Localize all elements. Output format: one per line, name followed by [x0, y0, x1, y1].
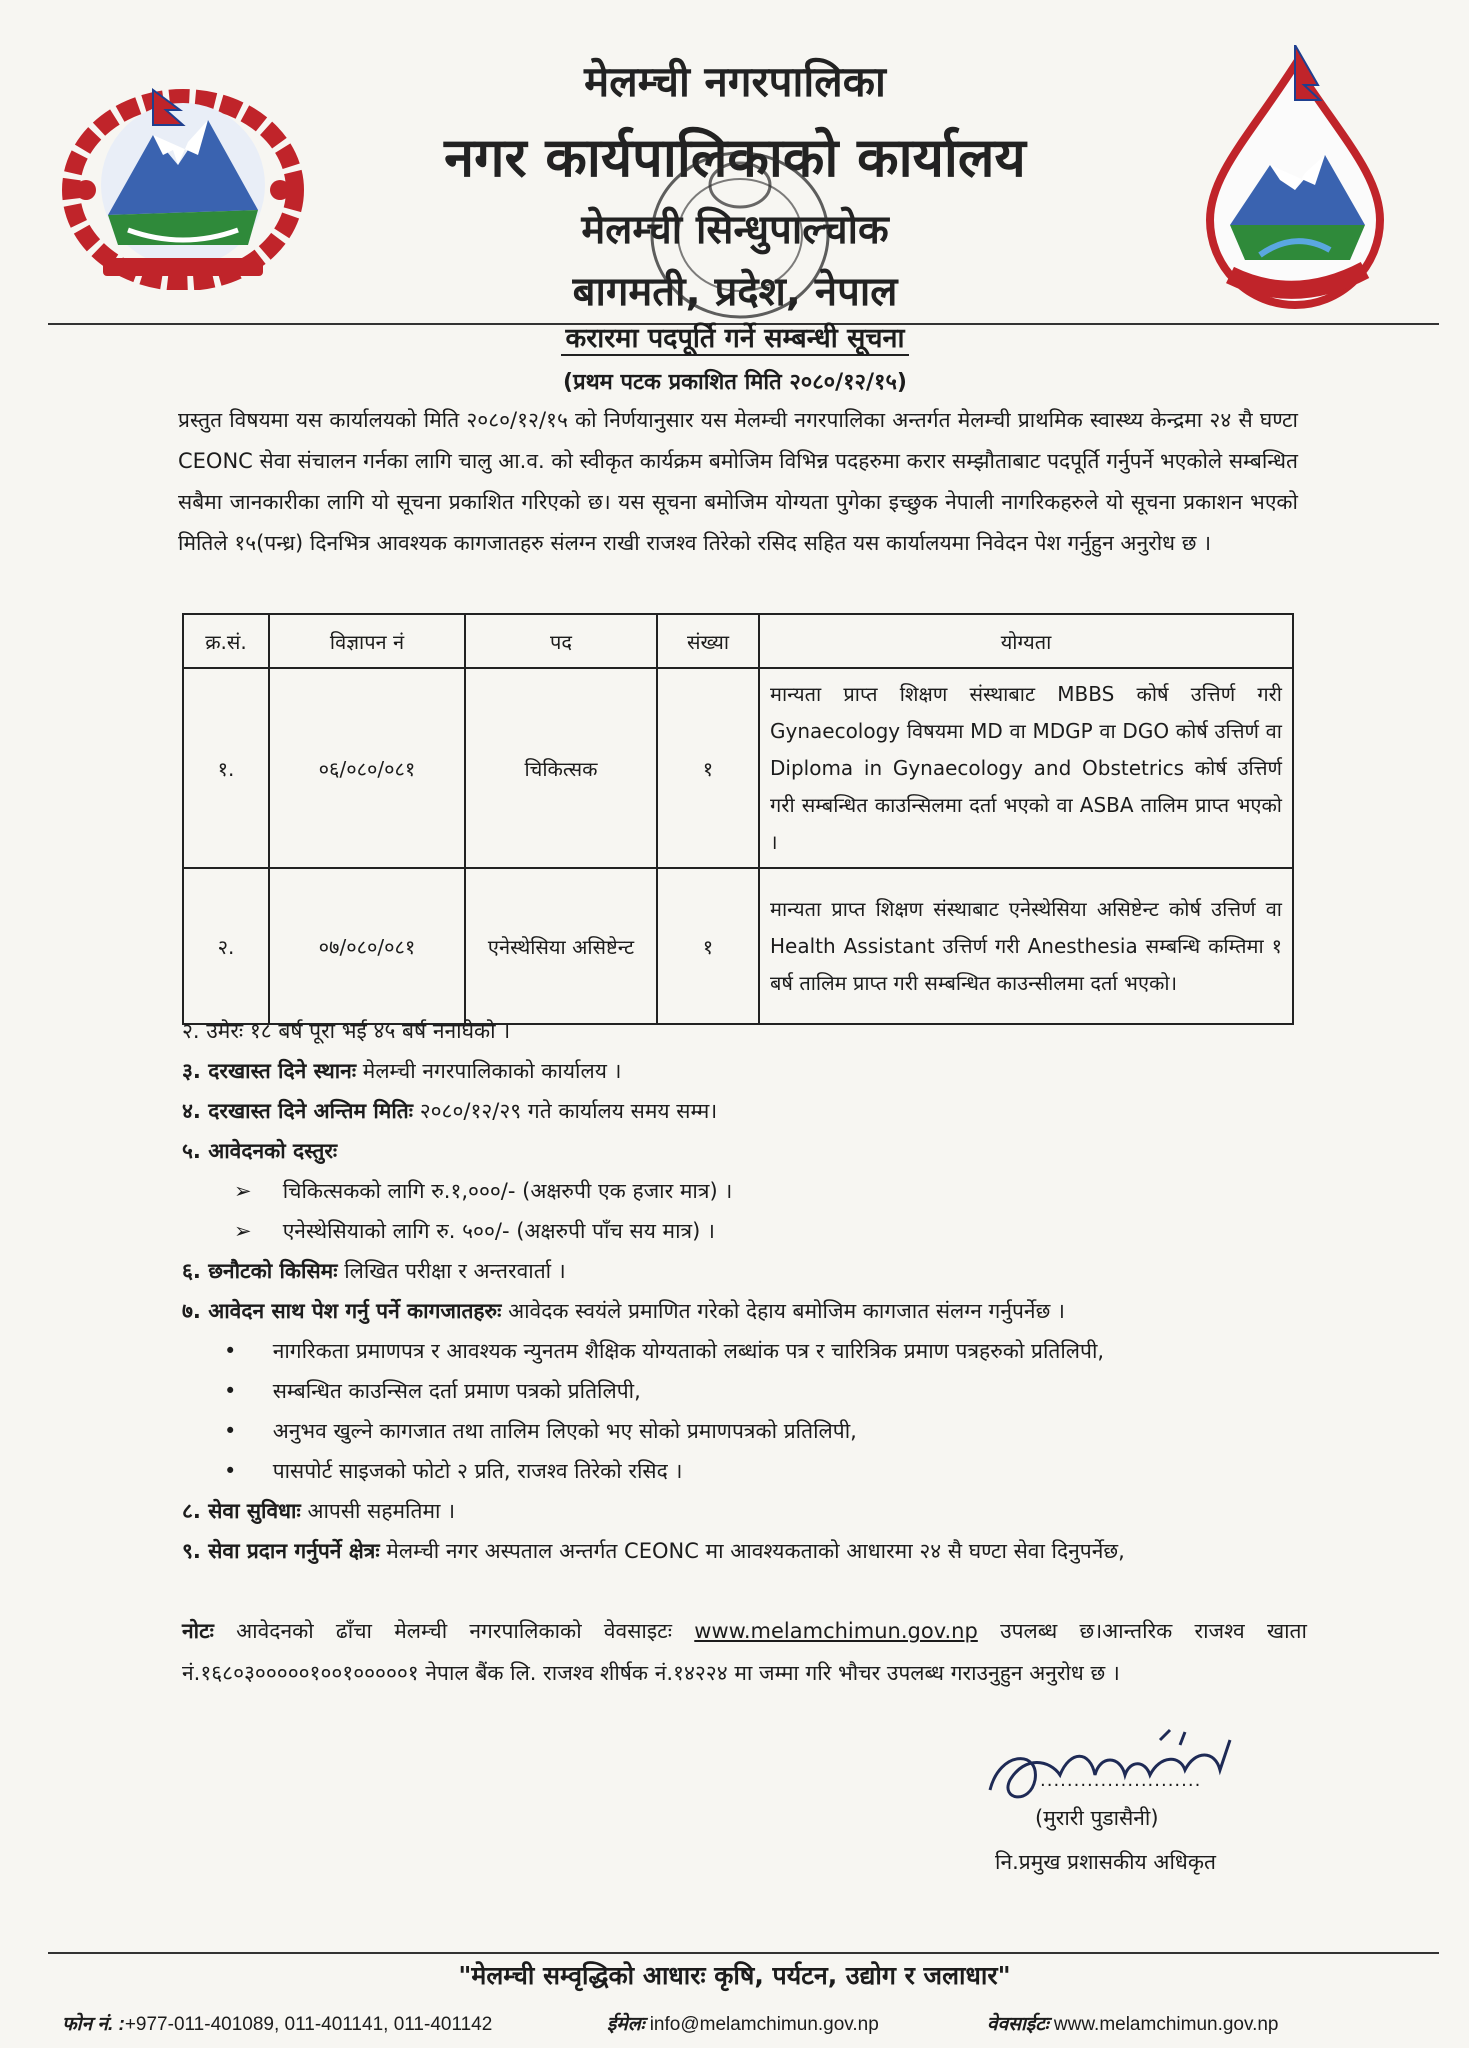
phone-label: फोन नं. :	[62, 2014, 125, 2035]
table-header-row	[183, 614, 1293, 668]
column-header-ad-no: विज्ञापन नं	[269, 614, 465, 668]
service-benefits	[182, 1491, 1322, 1531]
cell-ad-no: ०७/०८०/०८१	[269, 868, 465, 1024]
bullet-icon: •	[224, 1379, 237, 1403]
signatory-name: (मुरारी पुडासैनी)	[1035, 1806, 1159, 1830]
column-header-post: पद	[465, 614, 657, 668]
fee-item	[182, 1171, 1322, 1211]
note-text-continued: उपलब्ध छ।आन्तरिक राजश्व खाता नं.१६८०३०००००१००१०००००१ नेपाल बैंक लि. राजश्व शीर्षक नं.१४२२४ मा जम्मा गरि भौचर उपलब्ध गराउनुहुन अनुरोध छ ।	[182, 1619, 1307, 1685]
note-label: नोटः	[182, 1619, 214, 1643]
document-item	[182, 1331, 1322, 1371]
application-deadline-label: ४. दरखास्त दिने अन्तिम मितिः	[182, 1099, 414, 1123]
document-item	[182, 1371, 1322, 1411]
note-text: आवेदनको ढाँचा मेलम्ची नगरपालिकाको वेवसाइटः	[236, 1619, 673, 1643]
municipality-logo	[1200, 45, 1390, 310]
municipality-motto: "मेलम्ची सम्वृद्धिको आधारः कृषि, पर्यटन, उद्योग र जलाधार"	[458, 1961, 1011, 1990]
document-item	[182, 1451, 1322, 1491]
vacancy-table	[182, 613, 1294, 1025]
service-benefits-value: आपसी सहमतिमा ।	[307, 1499, 456, 1523]
fee-item	[182, 1211, 1322, 1251]
arrow-bullet-icon: ➢	[234, 1219, 252, 1243]
application-place-label: ३. दरखास्त दिने स्थानः	[182, 1059, 357, 1083]
bullet-icon: •	[224, 1459, 237, 1483]
email-address[interactable]: info@melamchimun.gov.np	[649, 2014, 879, 2035]
cell-post: चिकित्सक	[465, 668, 657, 868]
column-header-qualification: योग्यता	[759, 614, 1293, 668]
document-item-text: नागरिकता प्रमाणपत्र र आवश्यक न्युनतम शैक्षिक योग्यताको लब्धांक पत्र र चारित्रिक प्रमाण पत्रहरुको प्रतिलिपी,	[272, 1339, 1105, 1363]
phone-info	[62, 2010, 492, 2036]
column-header-sn: क्र.सं.	[183, 614, 269, 668]
service-area	[182, 1531, 1322, 1571]
cell-qualification: मान्यता प्राप्त शिक्षण संस्थाबाट MBBS कोर्ष उत्तिर्ण गरी Gynaecology विषयमा MD वा MDGP वा DGO कोर्ष उत्तिर्ण वा Diploma in Gynaecology and Obstetrics कोर्ष उत्तिर्ण गरी सम्बन्धित काउन्सिलमा दर्ता भएको वा ASBA तालिम प्राप्त भएको ।	[759, 668, 1293, 868]
cell-count: १	[657, 668, 759, 868]
required-documents-value: आवेदक स्वयंले प्रमाणित गरेको देहाय बमोजिम कागजात संलग्न गर्नुपर्नेछ ।	[508, 1299, 1065, 1323]
website-info	[987, 2010, 1279, 2036]
nepal-emblem-logo	[58, 80, 308, 290]
selection-method	[182, 1251, 1322, 1291]
email-label: ईमेलः	[607, 2014, 645, 2035]
notice-title: करारमा पदपूर्ति गर्ने सम्बन्धी सूचना	[320, 318, 1150, 355]
notice-intro-paragraph: प्रस्तुत विषयमा यस कार्यालयको मिति २०८०/१२/१५ को निर्णयानुसार यस मेलम्ची नगरपालिका अन्तर्गत मेलम्ची प्राथमिक स्वास्थ्य केन्द्रमा २४ सै घण्टा CEONC सेवा संचालन गर्नका लागि चालु आ.व. को स्वीकृत कार्यक्रम बमोजिम विभिन्न पदहरुमा करार सम्झौताबाट पदपूर्ति गर्नुपर्ने भएकोले सम्बन्धित सबैमा जानकारीका लागि यो सूचना प्रकाशित गरिएको छ। यस सूचना बमोजिम योग्यता पुगेका इच्छुक नेपाली नागरिकहरुले यो सूचना प्रकाशन भएको मितिले १५(पन्ध्र) दिनभित्र आवश्यक कागजातहरु संलग्न राखी राजश्व तिरेको रसिद सहित यस कार्यालयमा निवेदन पेश गर्नुहुन अनुरोध छ ।	[178, 408, 1298, 555]
website-link[interactable]: www.melamchimun.gov.np	[694, 1619, 978, 1643]
application-deadline-value: २०८०/१२/२९ गते कार्यालय समय सम्म।	[419, 1099, 718, 1123]
document-item-text: पासपोर्ट साइजको फोटो २ प्रति, राजश्व तिरेको रसिद ।	[272, 1459, 683, 1483]
bullet-icon: •	[224, 1419, 237, 1443]
phone-numbers: +977-011-401089, 011-401141, 011-401142	[124, 2014, 493, 2035]
office-province: बागमती, प्रदेश, नेपाल	[572, 269, 898, 315]
footer-website-link[interactable]: www.melamchimun.gov.np	[1053, 2014, 1279, 2035]
application-fee	[182, 1131, 1322, 1171]
service-area-value: मेलम्ची नगर अस्पताल अन्तर्गत CEONC मा आवश्यकताको आधारमा २४ सै घण्टा सेवा दिनुपर्नेछ,	[386, 1539, 1125, 1563]
service-benefits-label: ८. सेवा सुविधाः	[182, 1499, 301, 1523]
selection-method-value: लिखित परीक्षा र अन्तरवार्ता ।	[344, 1259, 566, 1283]
publication-date: (प्रथम पटक प्रकाशित मिति २०८०/१२/१५)	[563, 370, 907, 395]
age-requirement: २. उमेरः १८ बर्ष पूरा भई ४५ बर्ष ननाघेको ।	[182, 1019, 511, 1043]
bullet-icon: •	[224, 1339, 237, 1363]
office-location: मेलम्ची सिन्धुपाल्चोक	[581, 207, 889, 253]
service-area-label: ९. सेवा प्रदान गर्नुपर्ने क्षेत्रः	[182, 1539, 380, 1563]
footer-divider	[48, 1952, 1439, 1954]
application-deadline	[182, 1091, 1322, 1131]
arrow-bullet-icon: ➢	[234, 1179, 252, 1203]
table-row	[183, 868, 1293, 1024]
website-label: वेवसाईटः	[987, 2014, 1049, 2035]
office-name: नगर कार्यपालिकाको कार्यालय	[444, 126, 1026, 189]
application-fee-label: ५. आवेदनको दस्तुरः	[182, 1139, 338, 1163]
cell-sn: २.	[183, 868, 269, 1024]
office-stamp	[640, 140, 840, 330]
selection-method-label: ६. छनौटको किसिमः	[182, 1259, 338, 1283]
email-info	[607, 2010, 879, 2036]
document-item-text: अनुभव खुल्ने कागजात तथा तालिम लिएको भए सोको प्रमाणपत्रको प्रतिलिपी,	[272, 1419, 857, 1443]
signatory-title: नि.प्रमुख प्रशासकीय अधिकृत	[995, 1850, 1216, 1874]
cell-sn: १.	[183, 668, 269, 868]
column-header-count: संख्या	[657, 614, 759, 668]
required-documents-label: ७. आवेदन साथ पेश गर्नु पर्ने कागजातहरुः	[182, 1299, 502, 1323]
cell-ad-no: ०६/०८०/०८१	[269, 668, 465, 868]
application-place-value: मेलम्ची नगरपालिकाको कार्यालय ।	[362, 1059, 622, 1083]
document-item-text: सम्बन्धित काउन्सिल दर्ता प्रमाण पत्रको प्रतिलिपी,	[272, 1379, 641, 1403]
cell-post: एनेस्थेसिया असिष्टेन्ट	[465, 868, 657, 1024]
table-row	[183, 668, 1293, 868]
required-documents	[182, 1291, 1322, 1331]
cell-count: १	[657, 868, 759, 1024]
fee-doctor: चिकित्सकको लागि रु.१,०००/- (अक्षरुपी एक हजार मात्र) ।	[282, 1179, 733, 1203]
note-paragraph	[182, 1610, 1307, 1694]
application-place	[182, 1051, 1322, 1091]
notice-conditions	[182, 1011, 1322, 1571]
signature-line: ........................	[1040, 1770, 1202, 1791]
document-item	[182, 1411, 1322, 1451]
cell-qualification: मान्यता प्राप्त शिक्षण संस्थाबाट एनेस्थेसिया असिष्टेन्ट कोर्ष उत्तिर्ण वा Health Assistant उत्तिर्ण गरी Anesthesia सम्बन्धि कम्तिमा १ बर्ष तालिम प्राप्त गरी सम्बन्धित काउन्सीलमा दर्ता भएको।	[759, 868, 1293, 1024]
fee-anesthesia: एनेस्थेसियाको लागि रु. ५००/- (अक्षरुपी पाँच सय मात्र) ।	[282, 1219, 715, 1243]
municipality-name: मेलम्ची नगरपालिका	[584, 57, 886, 106]
